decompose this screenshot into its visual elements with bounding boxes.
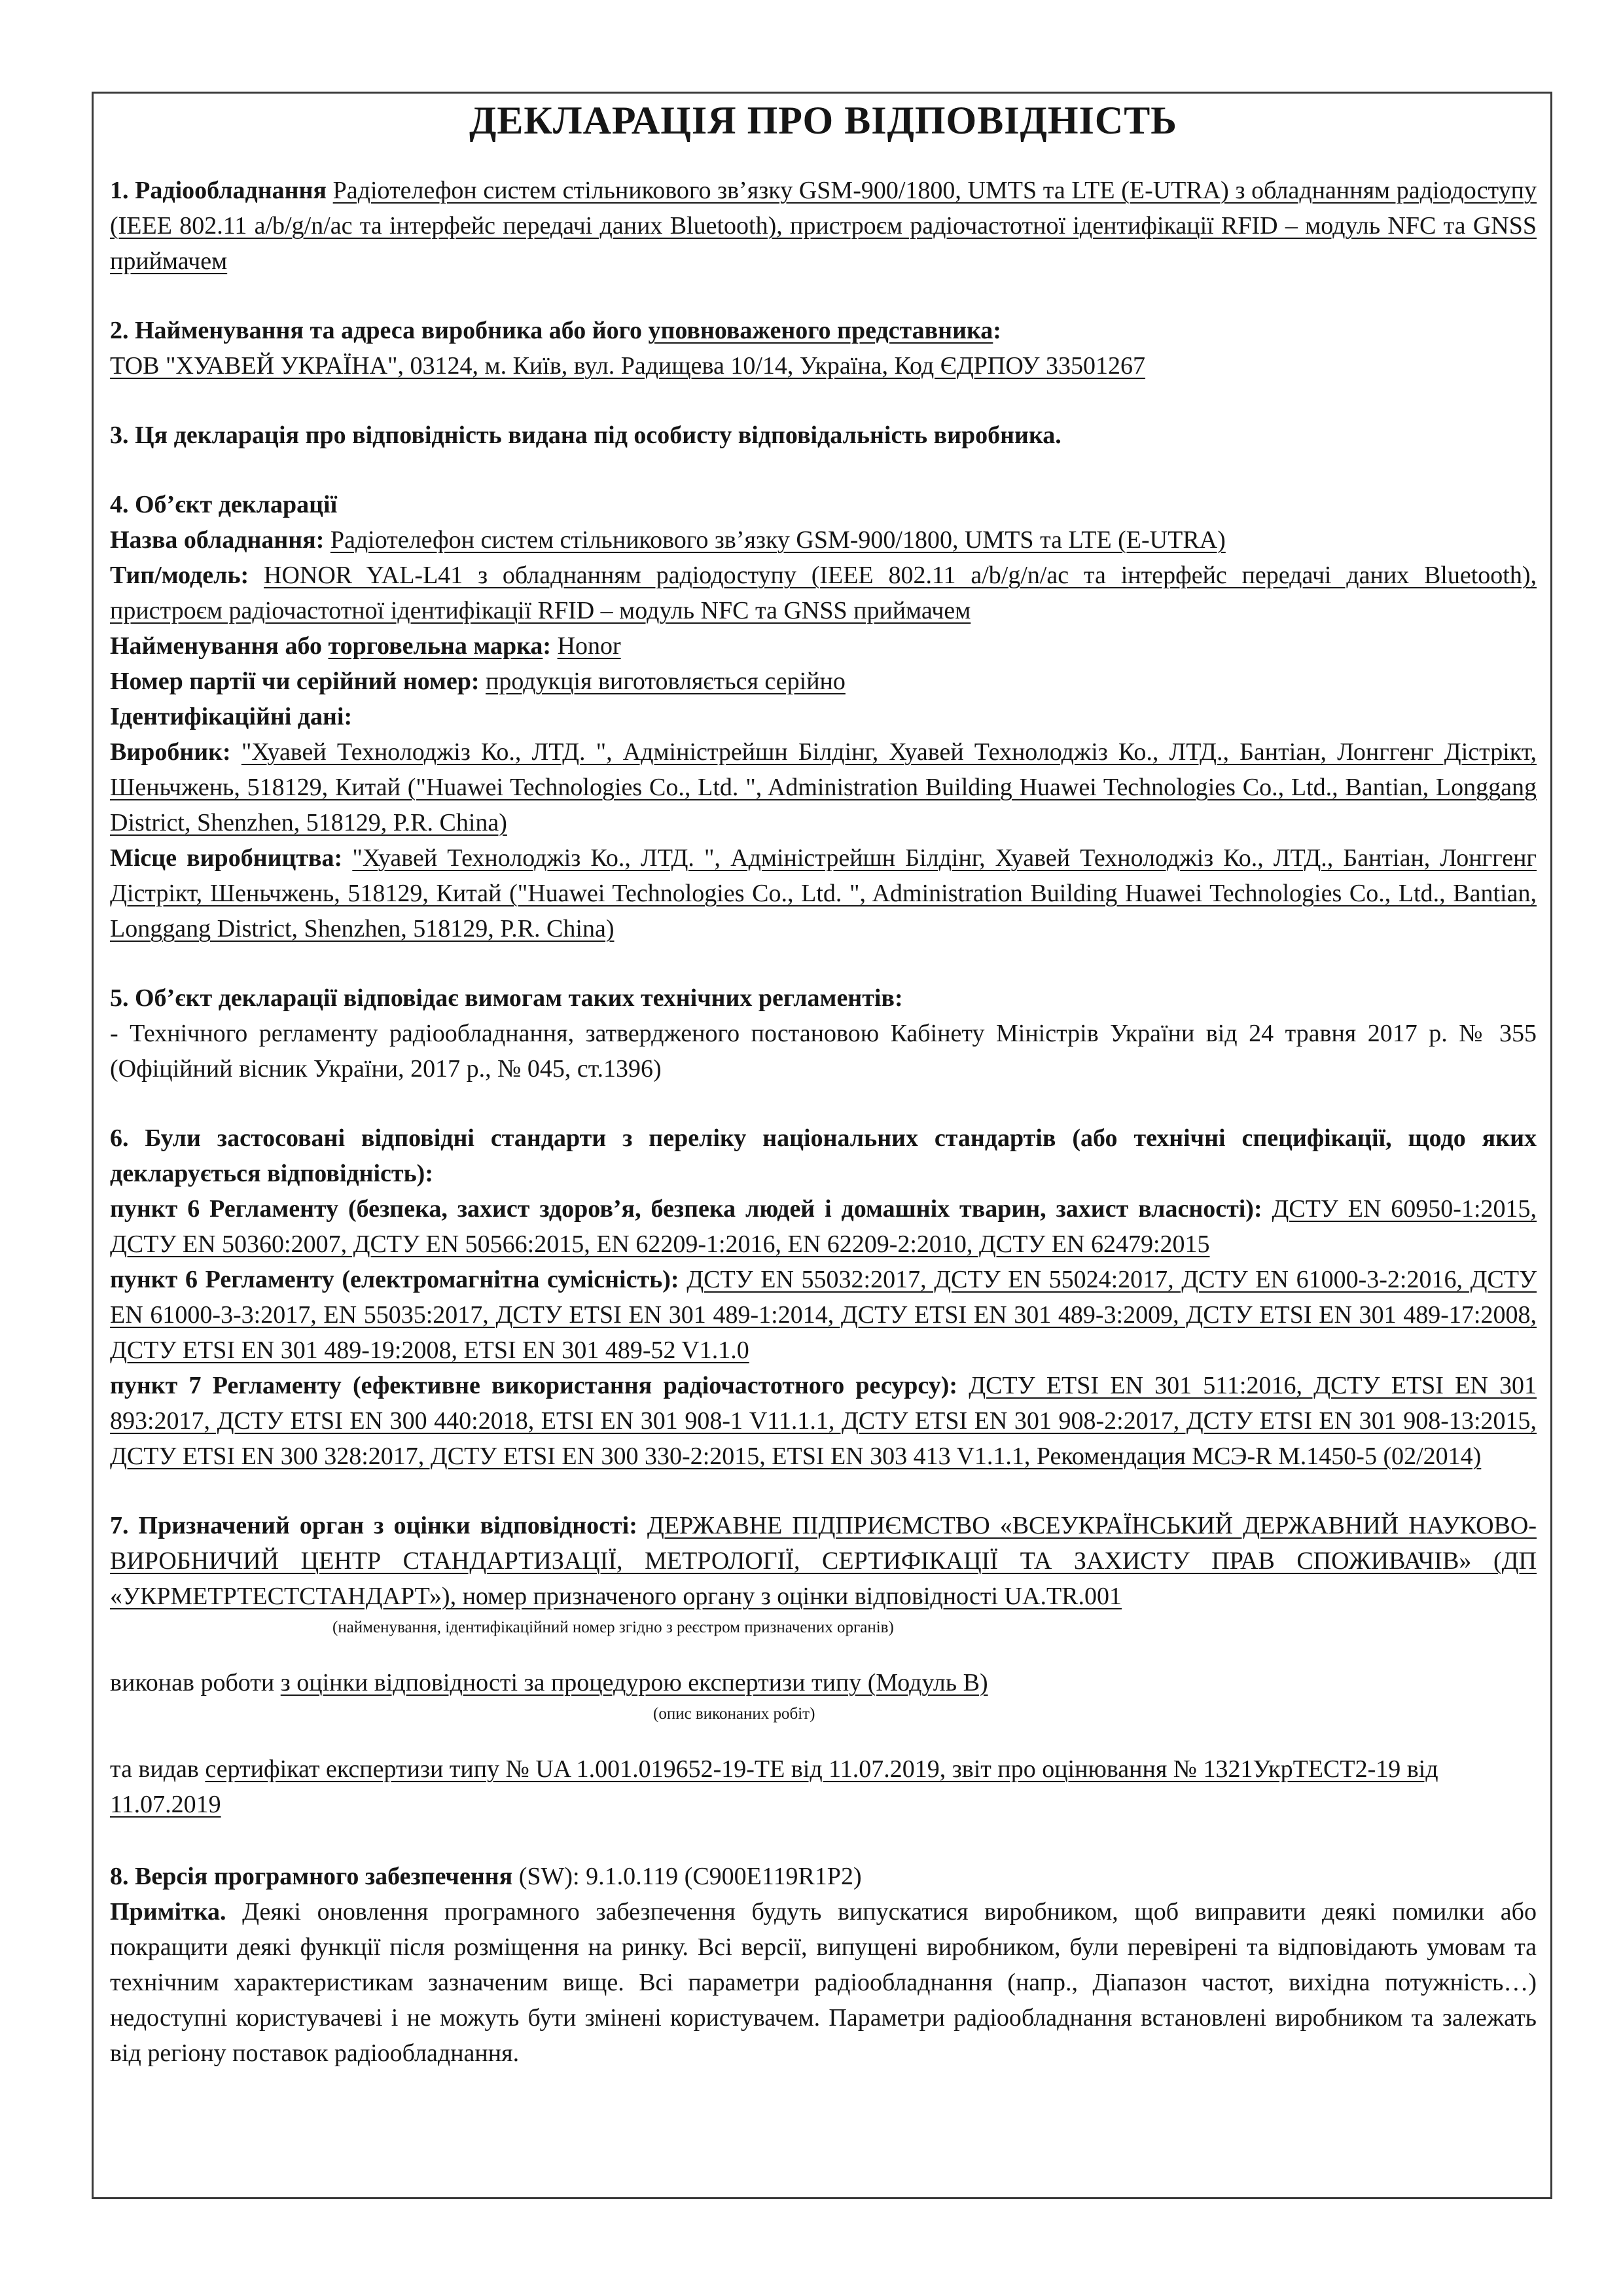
section-1 [110, 173, 1537, 279]
section-6-heading: 6. Були застосовані відповідні стандарти з переліку національних стандартів (або технічні специфікації, щодо яких декларується відповідність): [110, 1124, 1537, 1187]
work-value: з оцінки відповідності за процедурою експертизи типу (Модуль В) [280, 1669, 988, 1696]
notified-body-value: ДЕРЖАВНЕ ПІДПРИЄМСТВО «ВСЕУКРАЇНСЬКИЙ ДЕРЖАВНИЙ НАУКОВО-ВИРОБНИЧИЙ ЦЕНТР СТАНДАРТИЗАЦІЇ, МЕТРОЛОГІЇ, СЕРТИФІКАЦІЇ ТА ЗАХИСТУ ПРАВ СПОЖИВАЧІВ» (ДП «УКРМЕТРТЕСТСТАНДАРТ»), номер призначеного органу з оцінки відповідності UA.TR.001 [110, 1512, 1537, 1610]
note [110, 1894, 1537, 2071]
serial-line [110, 664, 1537, 699]
serial-value: продукція виготовляється серійно [486, 668, 846, 695]
software-version-label: 8. Версія програмного забезпечення [110, 1863, 513, 1890]
section-2-colon: : [993, 317, 1001, 344]
standards-emc-value: ДСТУ EN 55032:2017, ДСТУ EN 55024:2017, ДСТУ EN 61000-3-2:2016, ДСТУ EN 61000-3-3:2017, EN 55035:2017, ДСТУ ETSI EN 301 489-1:2014, ДСТУ ETSI EN 301 489-3:2009, ДСТУ ETSI EN 301 489-17:2008, ДСТУ ETSI EN 301 489-19:2008, ETSI EN 301 489-52 V1.1.0 [110, 1266, 1537, 1364]
manufacturer-value: "Хуавей Технолоджіз Ко., ЛТД. ", Адміністрейшн Білдінг, Хуавей Технолоджіз Ко., ЛТД., Бантіан, Лонггенг Дістрікт, Шеньчжень, 518129, Китай ("Huawei Technologies Co., Ltd. ", Administration Building Huawei Technologies Co., Ltd., Bantian, Longgang District, Shenzhen, 518129, P.R. China) [110, 738, 1537, 836]
section-1-label: 1. Радіообладнання [110, 177, 327, 204]
note-label: Примітка. [110, 1898, 226, 1926]
equipment-name-value: Радіотелефон систем стільникового зв’язку GSM-900/1800, UMTS та LTE (E-UTRA) [330, 526, 1226, 554]
certificate-line [110, 1751, 1537, 1822]
brand-label-underlined: торговельна марка [328, 632, 543, 660]
note-text: Деякі оновлення програмного забезпечення будуть випускатися виробником, щоб виправити деякі помилки або покращити деякі функції після розміщення на ринку. Всі версії, випущені виробником, були перевірені та відповідають умовам та технічним характеристикам зазначеним вище. Всі параметри радіообладнання (напр., Діапазон частот, вихідна потужність…) недоступні користувачеві і не можуть бути змінені користувачем. Параметри радіообладнання встановлені виробником та залежать від регіону поставок радіообладнання. [110, 1898, 1537, 2067]
standards-radio-value: ДСТУ ETSI EN 301 511:2016, ДСТУ ETSI EN 301 893:2017, ДСТУ ETSI EN 300 440:2018, ETSI EN 301 908-1 V11.1.1, ДСТУ ETSI EN 301 908-2:2017, ДСТУ ETSI EN 301 908-13:2015, ДСТУ ETSI EN 300 328:2017, ДСТУ ETSI EN 300 330-2:2015, ETSI EN 303 413 V1.1.1, Рекомендация МСЭ-R M.1450-5 (02/2014) [110, 1372, 1537, 1470]
standards-radio [110, 1368, 1537, 1474]
section-2 [110, 313, 1537, 384]
section-6 [110, 1121, 1537, 1474]
equipment-name-line [110, 522, 1537, 558]
software-version-line [110, 1859, 1537, 1894]
notified-body-label: 7. Призначений орган з оцінки відповідності: [110, 1512, 637, 1539]
model-line [110, 558, 1537, 628]
section-5 [110, 980, 1537, 1086]
standards-radio-label: пункт 7 Регламенту (ефективне використання радіочастотного ресурсу): [110, 1372, 958, 1399]
production-site-label: Місце виробництва: [110, 844, 343, 872]
equipment-name-label: Назва обладнання: [110, 526, 325, 554]
software-version-value: (SW): 9.1.0.119 (C900E119R1P2) [518, 1863, 862, 1890]
brand-label: Найменування або [110, 632, 322, 660]
model-value: HONOR YAL-L41 з обладнанням радіодоступу (IEEE 802.11 a/b/g/n/ac та інтерфейс передачі даних Bluetooth), пристроєм радіочастотної ідентифікації RFID – модуль NFC та GNSS приймачем [110, 562, 1537, 624]
notified-body-caption: (найменування, ідентифікаційний номер згідно з реєстром призначених органів) [332, 1619, 894, 1636]
declaration-document [110, 92, 1537, 2071]
standards-safety-value: ДСТУ EN 60950-1:2015, ДСТУ EN 50360:2007, ДСТУ EN 50566:2015, EN 62209-1:2016, EN 62209-2:2010, ДСТУ EN 62479:2015 [110, 1195, 1537, 1258]
document-title: ДЕКЛАРАЦІЯ ПРО ВІДПОВІДНІСТЬ [469, 99, 1177, 142]
manufacturer-line [110, 734, 1537, 840]
section-4 [110, 487, 1537, 946]
section-2-value: ТОВ "ХУАВЕЙ УКРАЇНА", 03124, м. Київ, вул. Радищева 10/14, Україна, Код ЄДРПОУ 33501267 [110, 352, 1146, 380]
section-2-label-underlined: уповноваженого представника [648, 317, 993, 344]
notified-body [110, 1508, 1537, 1614]
work-caption: (опис виконаних робіт) [653, 1705, 815, 1723]
manufacturer-label: Виробник: [110, 738, 231, 766]
production-site-value: "Хуавей Технолоджіз Ко., ЛТД. ", Адміністрейшн Білдінг, Хуавей Технолоджіз Ко., ЛТД., Бантіан, Лонггенг Дістрікт, Шеньчжень, 518129, Китай ("Huawei Technologies Co., Ltd. ", Administration Building Huawei Technologies Co., Ltd., Bantian, Longgang District, Shenzhen, 518129, P.R. China) [110, 844, 1537, 942]
section-7 [110, 1508, 1537, 1822]
certificate-value: сертифікат експертизи типу № UA 1.001.019652-19-TE від 11.07.2019, звіт про оцінювання № 1321УкрТЕСТ2-19 від 11.07.2019 [110, 1755, 1438, 1818]
production-site-line [110, 840, 1537, 946]
standards-safety [110, 1191, 1537, 1262]
standards-emc [110, 1262, 1537, 1368]
section-5-heading: 5. Об’єкт декларації відповідає вимогам таких технічних регламентів: [110, 984, 903, 1012]
certificate-label: та видав [110, 1755, 199, 1783]
brand-value: Honor [557, 632, 621, 660]
section-2-label: 2. Найменування та адреса виробника або його [110, 317, 642, 344]
brand-colon: : [543, 632, 552, 660]
serial-label: Номер партії чи серійний номер: [110, 668, 480, 695]
standards-emc-label: пункт 6 Регламенту (електромагнітна сумісність): [110, 1266, 679, 1293]
section-5-text: - Технічного регламенту радіообладнання, затвердженого постановою Кабінету Міністрів України від 24 травня 2017 р. № 355 (Офіційний вісник України, 2017 р., № 045, ст.1396) [110, 1020, 1537, 1083]
section-3: 3. Ця декларація про відповідність видана під особисту відповідальність виробника. [110, 422, 1061, 449]
identification-label: Ідентифікаційні дані: [110, 703, 353, 730]
model-label: Тип/модель: [110, 562, 249, 589]
work-label: виконав роботи [110, 1669, 275, 1696]
section-8 [110, 1859, 1537, 2071]
standards-safety-label: пункт 6 Регламенту (безпека, захист здоров’я, безпека людей і домашніх тварин, захист власності): [110, 1195, 1262, 1223]
section-1-value: Радіотелефон систем стільникового зв’язку GSM-900/1800, UMTS та LTE (E-UTRA) з обладнанням радіодоступу (IEEE 802.11 a/b/g/n/ac та інтерфейс передачі даних Bluetooth), пристроєм радіочастотної ідентифікації RFID – модуль NFC та GNSS приймачем [110, 177, 1537, 275]
work-line [110, 1665, 1537, 1700]
brand-line [110, 628, 1537, 664]
section-4-heading: 4. Об’єкт декларації [110, 491, 338, 518]
